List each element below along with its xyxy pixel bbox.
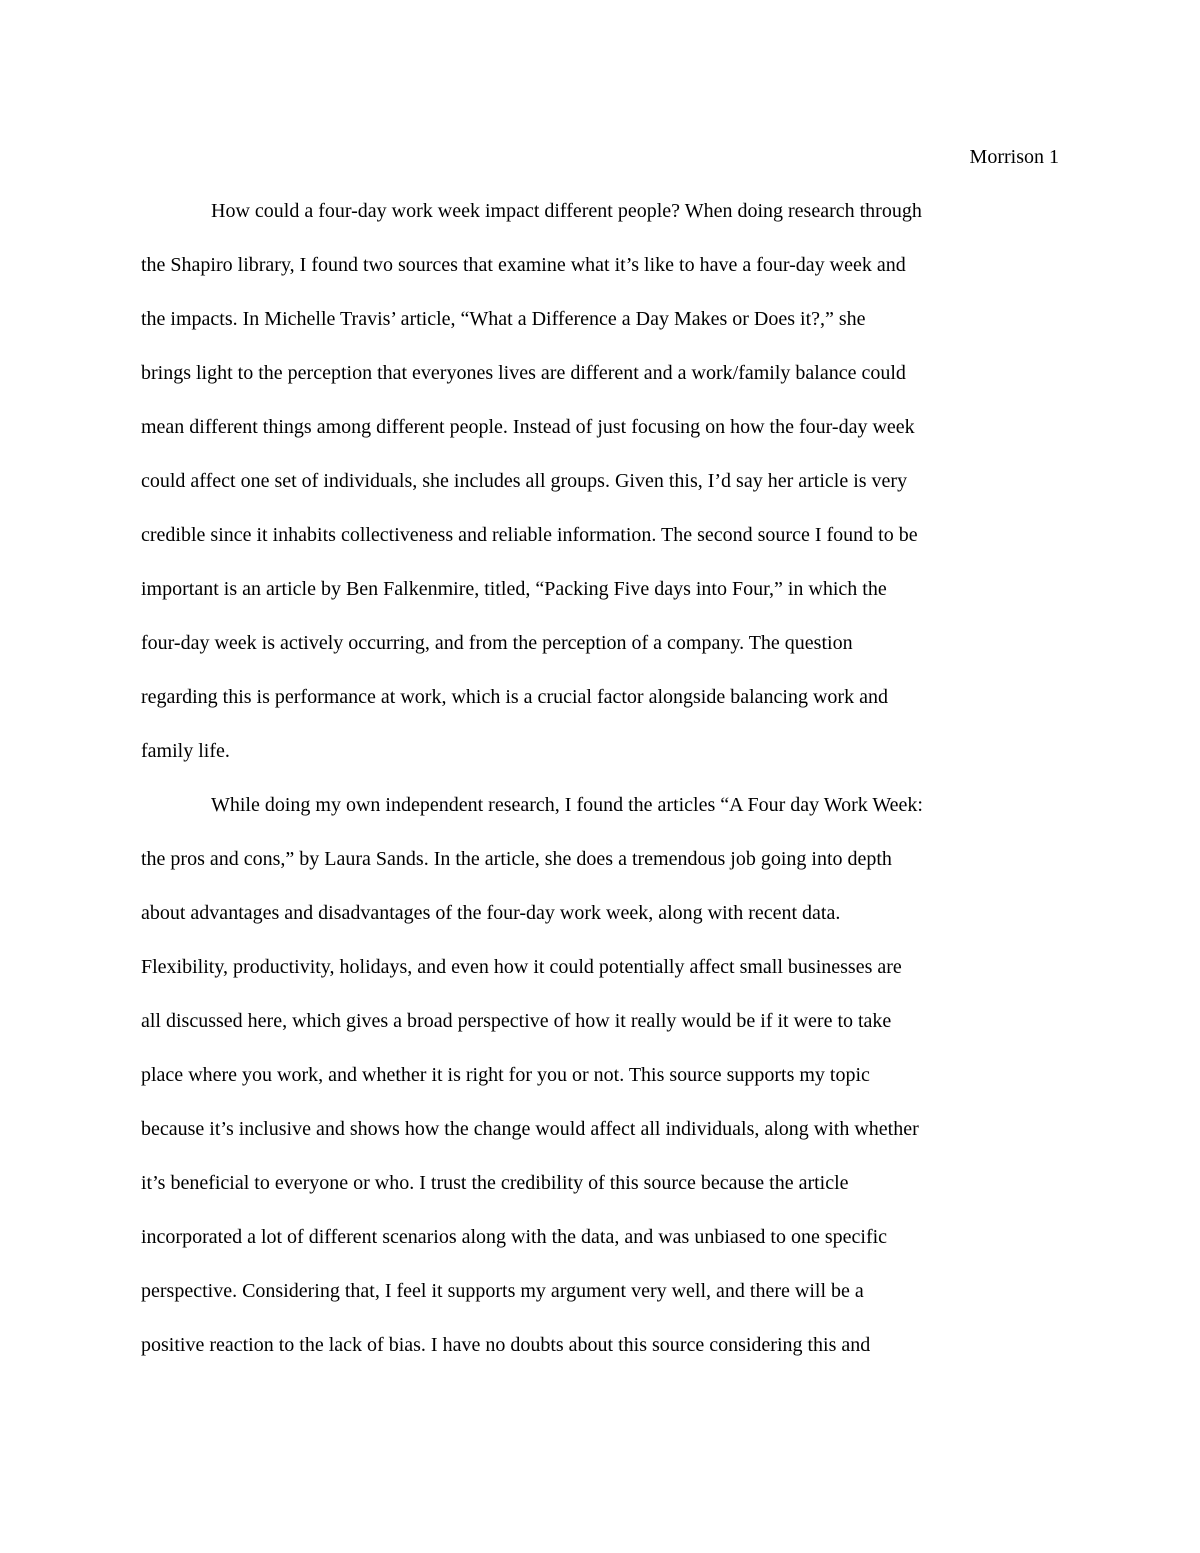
- paragraph-1-line-9: four-day week is actively occurring, and from the perception of a company. The question: [141, 632, 853, 654]
- paragraph-1-line-10: regarding this is performance at work, which is a crucial factor alongside balancing work and: [141, 686, 888, 708]
- paragraph-2-line-1: While doing my own independent research, I found the articles “A Four day Work Week:: [211, 794, 923, 816]
- paragraph-2-line-2: the pros and cons,” by Laura Sands. In the article, she does a tremendous job going into depth: [141, 848, 892, 870]
- paragraph-2-line-3: about advantages and disadvantages of the four-day work week, along with recent data.: [141, 902, 841, 924]
- paragraph-2-line-4: Flexibility, productivity, holidays, and even how it could potentially affect small businesses are: [141, 956, 902, 978]
- paragraph-1-line-3: the impacts. In Michelle Travis’ article, “What a Difference a Day Makes or Does it?,” she: [141, 308, 866, 330]
- paragraph-1-line-6: could affect one set of individuals, she includes all groups. Given this, I’d say her article is very: [141, 470, 908, 492]
- paragraph-1-line-4: brings light to the perception that everyones lives are different and a work/family balance could: [141, 362, 906, 384]
- paragraph-2-line-10: perspective. Considering that, I feel it supports my argument very well, and there will be a: [141, 1280, 864, 1302]
- paragraph-2-line-7: because it’s inclusive and shows how the change would affect all individuals, along with whether: [141, 1118, 919, 1140]
- paragraph-2-line-8: it’s beneficial to everyone or who. I trust the credibility of this source because the article: [141, 1172, 849, 1194]
- paragraph-1-line-1: How could a four-day work week impact different people? When doing research through: [211, 200, 922, 222]
- paragraph-2-line-6: place where you work, and whether it is right for you or not. This source supports my topic: [141, 1064, 870, 1086]
- paragraph-2-line-11: positive reaction to the lack of bias. I have no doubts about this source considering this and: [141, 1334, 871, 1356]
- paragraph-1-line-8: important is an article by Ben Falkenmire, titled, “Packing Five days into Four,” in which the: [141, 578, 887, 600]
- paragraph-2-line-5: all discussed here, which gives a broad perspective of how it really would be if it were to take: [141, 1010, 892, 1032]
- paragraph-1-line-7: credible since it inhabits collectiveness and reliable information. The second source I found to be: [141, 524, 918, 546]
- running-head: Morrison 1: [969, 146, 1059, 168]
- paragraph-1-line-5: mean different things among different people. Instead of just focusing on how the four-day week: [141, 416, 915, 438]
- paragraph-1-line-11: family life.: [141, 740, 230, 762]
- paragraph-1-line-2: the Shapiro library, I found two sources that examine what it’s like to have a four-day week and: [141, 254, 906, 276]
- paragraph-2-line-9: incorporated a lot of different scenarios along with the data, and was unbiased to one specific: [141, 1226, 888, 1248]
